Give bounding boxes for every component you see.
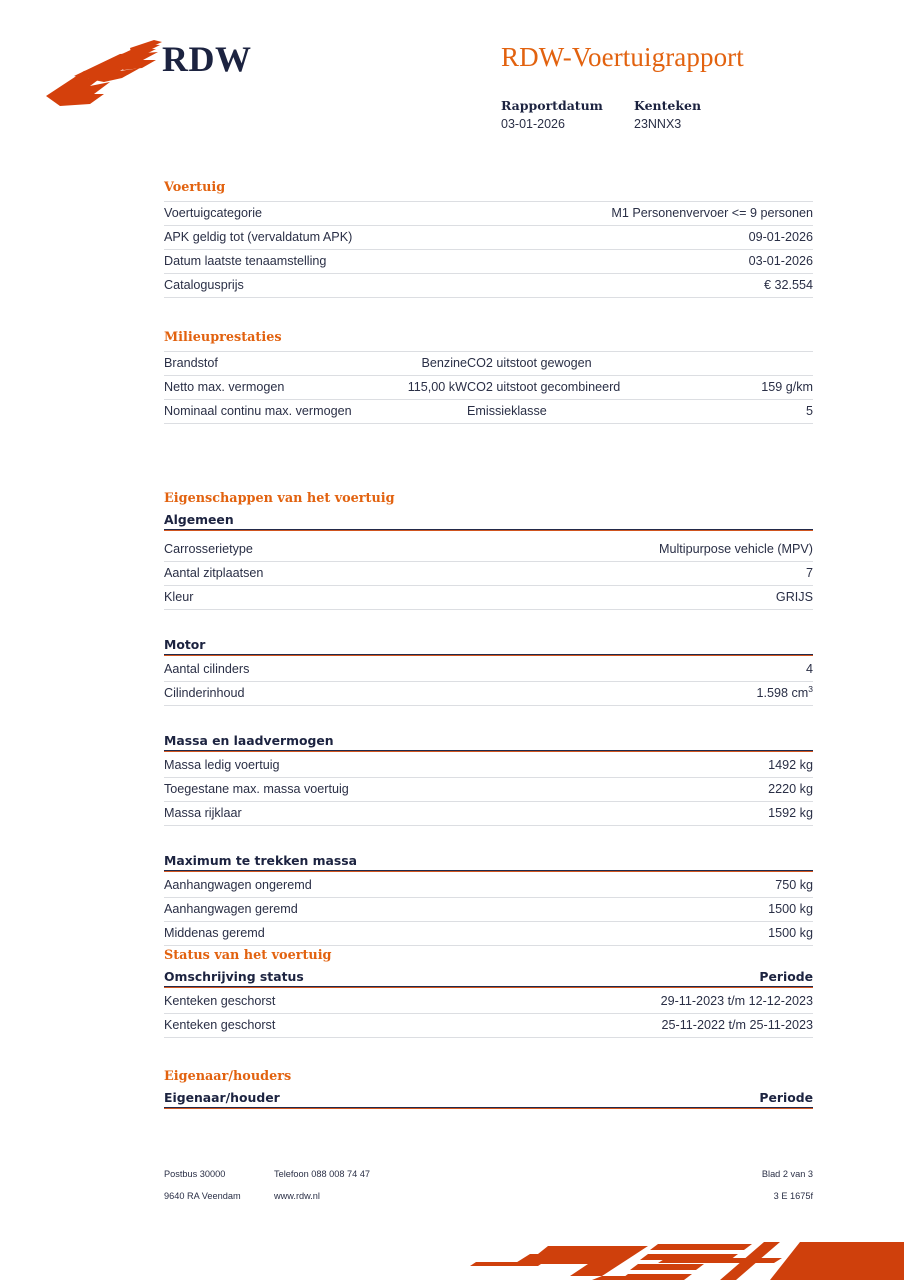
superscript-three: 3 (808, 683, 813, 694)
row-value: 115,00 kW (379, 376, 467, 400)
table-row (164, 658, 813, 682)
row-label-2: CO2 uitstoot gewogen (467, 352, 697, 376)
rdw-logo (44, 33, 254, 113)
footer-form-code: 3 E 1675f (773, 1191, 813, 1201)
section-title: Milieuprestaties (164, 330, 282, 345)
divider-orange (164, 655, 813, 656)
row-value (379, 400, 467, 424)
table-row (164, 874, 813, 898)
row-value-2: 159 g/km (697, 376, 813, 400)
meta-label: Rapportdatum (501, 98, 603, 113)
voertuig-table (164, 201, 813, 298)
row-label: Kenteken geschorst (164, 1014, 489, 1038)
rdw-speed-stripes-graphic-icon (452, 1218, 904, 1280)
table-row (164, 802, 813, 826)
rdw-wordmark: RDW (162, 39, 252, 79)
table-row (164, 898, 813, 922)
row-label: Nominaal continu max. vermogen (164, 400, 379, 424)
row-value: 4 (489, 658, 814, 682)
divider-orange (164, 530, 813, 531)
divider-orange (164, 871, 813, 872)
massa-table (164, 754, 813, 826)
footer-page-number: Blad 2 van 3 (761, 1169, 813, 1179)
table-row (164, 250, 813, 274)
rdw-feather-logo-icon (44, 38, 162, 110)
row-value: € 32.554 (489, 274, 814, 298)
row-label: Kenteken geschorst (164, 990, 489, 1014)
section-voertuig (164, 180, 813, 298)
row-value: Benzine (379, 352, 467, 376)
section-title: Status van het voertuig (164, 948, 332, 963)
footer-city: 9640 RA Veendam (164, 1191, 241, 1201)
footer-line-1 (164, 1168, 813, 1190)
row-value: 09-01-2026 (489, 226, 814, 250)
section-title: Voertuig (164, 180, 226, 195)
divider-orange (164, 987, 813, 988)
table-row (164, 778, 813, 802)
row-value: M1 Personenvervoer <= 9 personen (489, 202, 814, 226)
row-value: 1592 kg (489, 802, 814, 826)
table-row (164, 1014, 813, 1038)
section-milieuprestaties (164, 330, 813, 424)
row-value-2: 5 (697, 400, 813, 424)
meta-kenteken (634, 97, 767, 134)
row-label: Catalogusprijs (164, 274, 489, 298)
column-header-periode: Periode (759, 1090, 813, 1105)
table-row (164, 274, 813, 298)
report-meta (501, 97, 767, 134)
footer-line-2 (164, 1190, 813, 1212)
motor-table (164, 658, 813, 706)
table-row (164, 226, 813, 250)
table-row (164, 562, 813, 586)
column-header-status: Omschrijving status (164, 969, 304, 984)
footer-postbus: Postbus 30000 (164, 1169, 226, 1179)
table-row (164, 352, 813, 376)
row-label: APK geldig tot (vervaldatum APK) (164, 226, 489, 250)
row-value: 29-11-2023 t/m 12-12-2023 (489, 990, 814, 1014)
table-row (164, 376, 813, 400)
row-label: Datum laatste tenaamstelling (164, 250, 489, 274)
status-table (164, 990, 813, 1038)
section-title: Eigenaar/houders (164, 1069, 292, 1084)
row-value: 2220 kg (489, 778, 814, 802)
row-label-2: Emissieklasse (467, 400, 697, 424)
status-column-headers (164, 969, 813, 987)
divider-orange (164, 1108, 813, 1109)
row-label: Aanhangwagen geremd (164, 898, 489, 922)
column-header-eigenaar: Eigenaar/houder (164, 1090, 280, 1105)
page-title: RDW-Voertuigrapport (501, 42, 744, 72)
section-title: Eigenschappen van het voertuig (164, 491, 395, 506)
row-value: 1.598 cm (756, 685, 809, 700)
row-value: 03-01-2026 (489, 250, 814, 274)
table-row (164, 538, 813, 562)
row-label: Netto max. vermogen (164, 376, 379, 400)
table-row (164, 754, 813, 778)
meta-value: 23NNX3 (634, 117, 682, 131)
row-label-2: CO2 uitstoot gecombineerd (467, 376, 697, 400)
row-value: 1500 kg (489, 922, 814, 946)
subsection-title: Maximum te trekken massa (164, 853, 813, 871)
row-value: 25-11-2022 t/m 25-11-2023 (489, 1014, 814, 1038)
row-value: Multipurpose vehicle (MPV) (489, 538, 814, 562)
meta-rapportdatum (501, 97, 634, 134)
row-label: Middenas geremd (164, 922, 489, 946)
eigenaar-column-headers (164, 1090, 813, 1108)
footer-website: www.rdw.nl (274, 1191, 320, 1201)
meta-label: Kenteken (634, 98, 702, 113)
row-label: Massa rijklaar (164, 802, 489, 826)
table-row (164, 586, 813, 610)
table-row (164, 202, 813, 226)
table-row (164, 682, 813, 706)
trekken-massa-table (164, 874, 813, 946)
row-label: Carrosserietype (164, 538, 489, 562)
row-value: 7 (489, 562, 814, 586)
section-status (164, 948, 813, 1038)
row-label: Brandstof (164, 352, 379, 376)
row-value-cilinderinhoud (489, 682, 814, 706)
row-label: Aantal zitplaatsen (164, 562, 489, 586)
section-eigenaar-houders (164, 1069, 813, 1109)
page-footer (164, 1168, 813, 1212)
row-label: Toegestane max. massa voertuig (164, 778, 489, 802)
divider-orange (164, 751, 813, 752)
table-row (164, 922, 813, 946)
row-label: Voertuigcategorie (164, 202, 489, 226)
group-algemeen (164, 512, 813, 610)
algemeen-table (164, 538, 813, 610)
row-label: Aantal cilinders (164, 658, 489, 682)
meta-value: 03-01-2026 (501, 117, 565, 131)
row-value: 750 kg (489, 874, 814, 898)
row-label: Aanhangwagen ongeremd (164, 874, 489, 898)
subsection-title: Algemeen (164, 512, 813, 530)
row-value: 1500 kg (489, 898, 814, 922)
column-header-periode: Periode (759, 969, 813, 984)
subsection-title: Massa en laadvermogen (164, 733, 813, 751)
section-eigenschappen (164, 491, 813, 946)
row-value: 1492 kg (489, 754, 814, 778)
row-value-2 (697, 352, 813, 376)
subsection-title: Motor (164, 637, 813, 655)
milieuprestaties-table (164, 351, 813, 424)
group-trekken-massa (164, 853, 813, 946)
row-label: Kleur (164, 586, 489, 610)
table-row (164, 400, 813, 424)
footer-telefoon: Telefoon 088 008 74 47 (274, 1169, 371, 1179)
row-label: Massa ledig voertuig (164, 754, 489, 778)
speed-stripes-svg (452, 1218, 904, 1280)
group-motor (164, 637, 813, 706)
table-row (164, 990, 813, 1014)
group-massa (164, 733, 813, 826)
row-value: GRIJS (489, 586, 814, 610)
row-label: Cilinderinhoud (164, 682, 489, 706)
